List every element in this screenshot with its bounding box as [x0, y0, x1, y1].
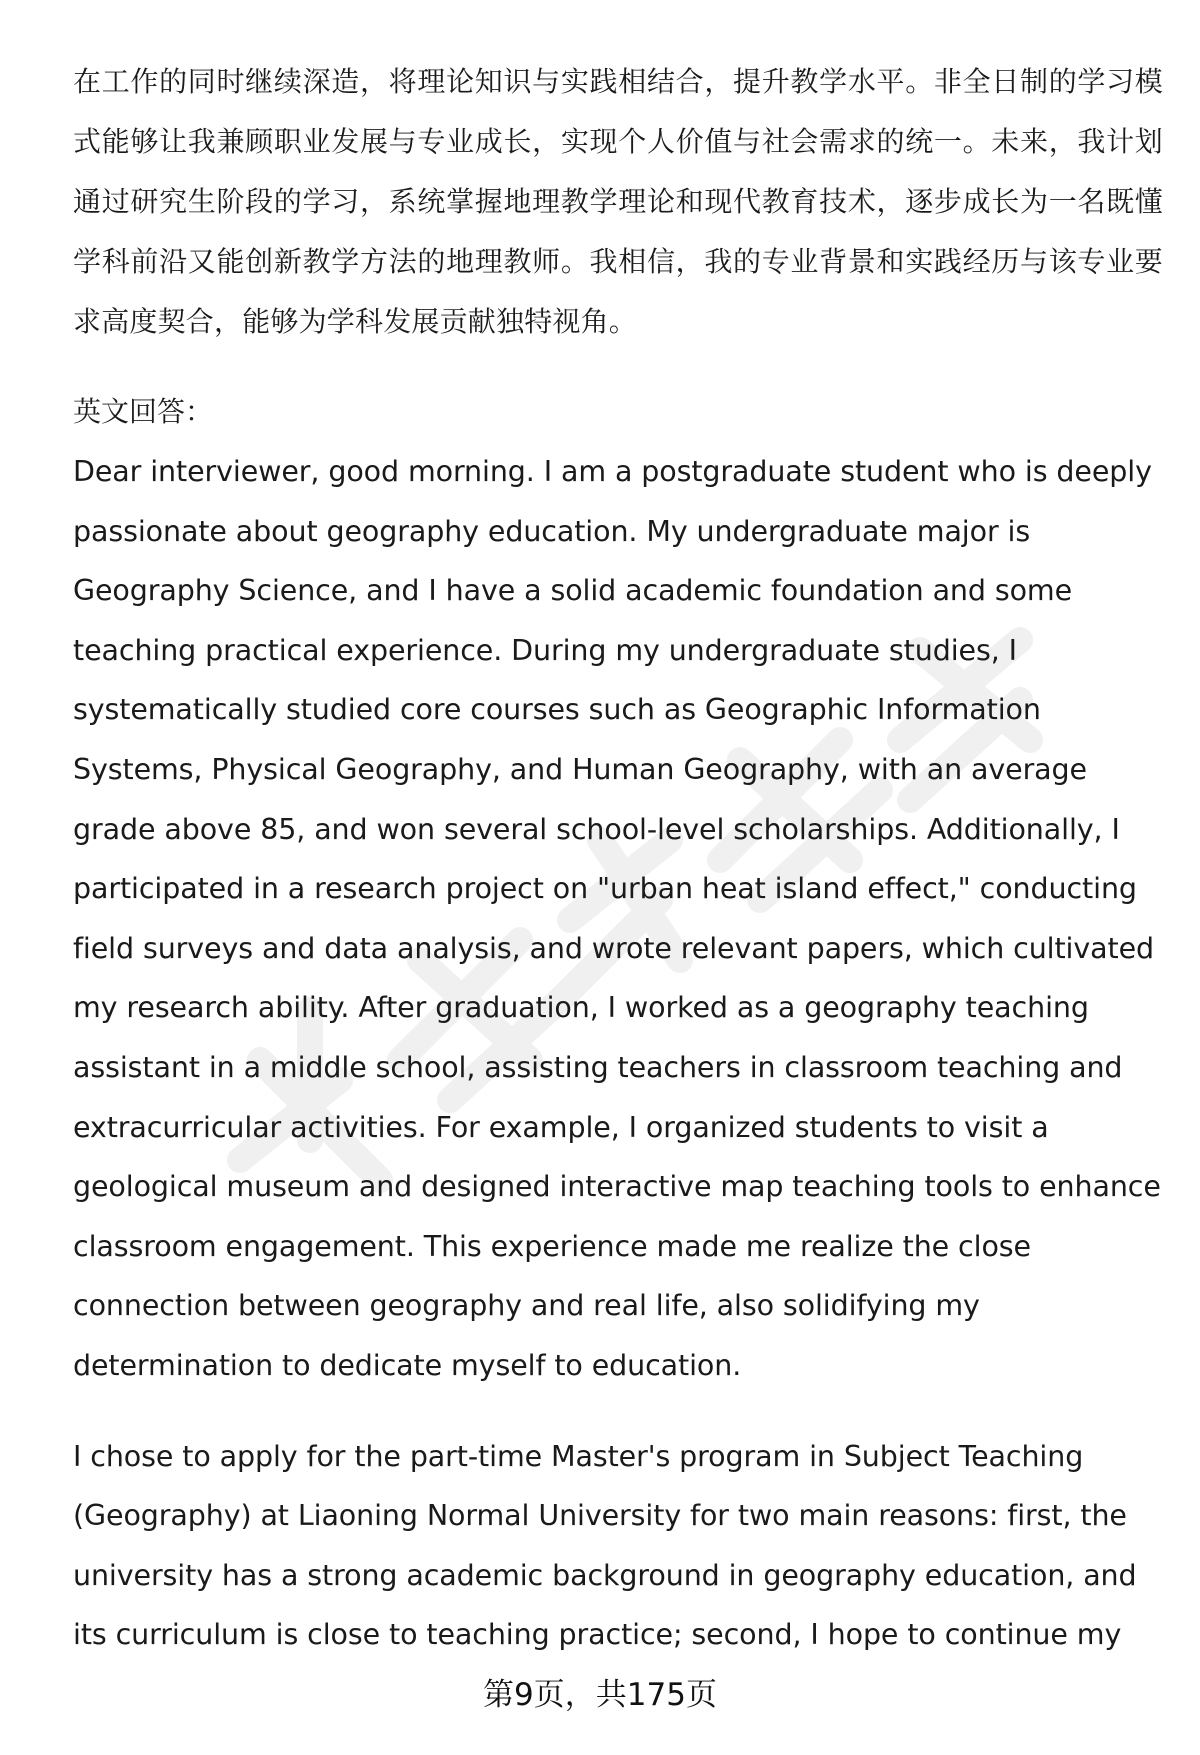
english-answer-label: 英文回答：	[73, 395, 214, 428]
chinese-answer-paragraph: 在工作的同时继续深造，将理论知识与实践相结合，提升教学水平。非全日制的学习模式能够让我兼顾职业发展与专业成长，实现个人价值与社会需求的统一。未来，我计划通过研究生阶段的学习，系统掌握地理教学理论和现代教育技术，逐步成长为一名既懂学科前沿又能创新教学方法的地理教师。我相信，我的专业背景和实践经历与该专业要求高度契合，能够为学科发展贡献独特视角。	[73, 65, 1163, 338]
page-number: 第9页，共175页	[483, 1677, 717, 1713]
english-answer-paragraph-1: Dear interviewer, good morning. I am a postgraduate student who is deeply passionate about geography education. My undergraduate major is Geography Science, and I have a solid academic foundation and some teaching practical experience. During my undergraduate studies, I systematically studied core courses such as Geographic Information Systems, Physical Geography, and Human Geography, with an average grade above 85, and won several school-level scholarships. Additionally, I participated in a research project on "urban heat island effect," conducting field surveys and data analysis, and wrote relevant papers, which cultivated my research ability. After graduation, I worked as a geography teaching assistant in a middle school, assisting teachers in classroom teaching and extracurricular activities. For example, I organized students to visit a geological museum and designed interactive map teaching tools to enhance classroom engagement. This experience made me realize the close connection between geography and real life, also solidifying my determination to dedicate myself to education.	[73, 455, 1161, 1382]
page-content	[73, 52, 1163, 1696]
english-answer-paragraph-2: I chose to apply for the part-time Master's program in Subject Teaching (Geography) at Liaoning Normal University for two main reasons: first, the university has a strong academic background in geography education, and its curriculum is close to teaching practice; second, I hope to continue my	[73, 1439, 1137, 1652]
